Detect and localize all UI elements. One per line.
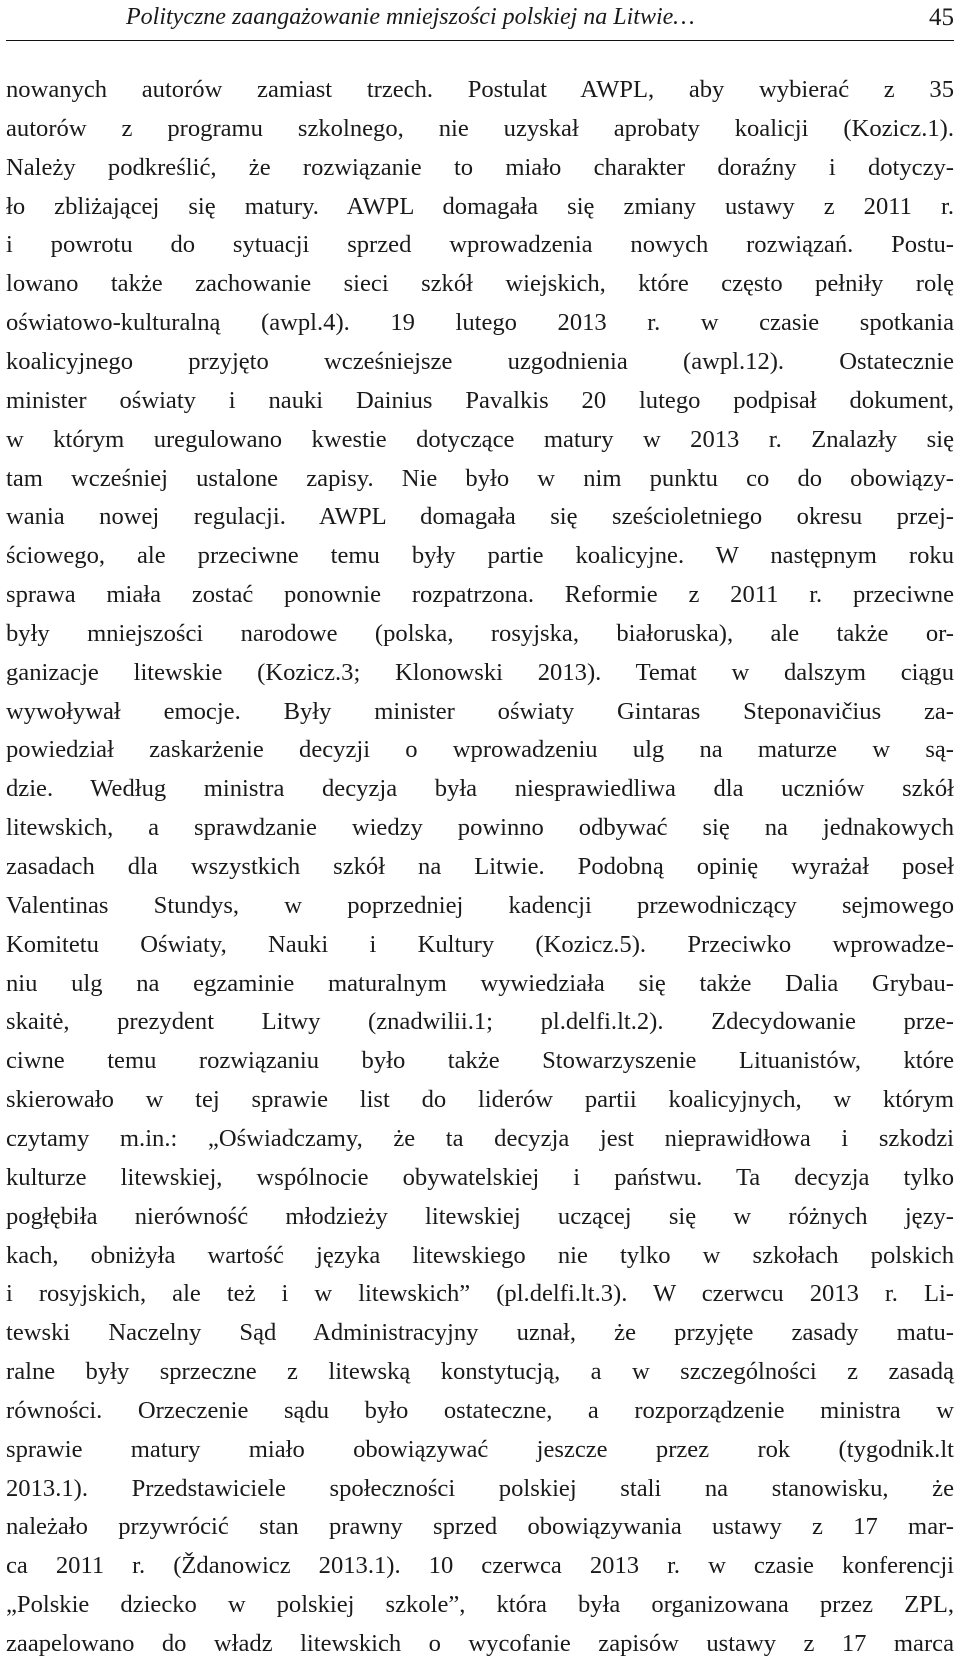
text-line: sprawie matury miało obowiązywać jeszcze przez rok (tygodnik.lt [6,1435,954,1463]
text-line: ganizacje litewskie (Kozicz.3; Klonowski 2013). Temat w dalszym ciągu [6,658,954,686]
text-line: wywoływał emocje. Były minister oświaty Gintaras Steponavičius za- [6,697,954,725]
text-line: czytamy m.in.: „Oświadczamy, że ta decyzja jest nieprawidłowa i szkodzi [6,1124,954,1152]
text-line: i rosyjskich, ale też i w litewskich” (pl.delfi.lt.3). W czerwcu 2013 r. Li- [6,1280,954,1308]
text-line: Valentinas Stundys, w poprzedniej kadencji przewodniczący sejmowego [6,891,954,919]
text-line: równości. Orzeczenie sądu było ostateczne, a rozporządzenie ministra w [6,1396,954,1424]
text-line: ca 2011 r. (Ždanowicz 2013.1). 10 czerwca 2013 r. w czasie konferencji [6,1552,954,1580]
text-line: w którym uregulowano kwestie dotyczące matury w 2013 r. Znalazły się [6,425,954,453]
text-line: litewskich, a sprawdzanie wiedzy powinno odbywać się na jednakowych [6,814,954,842]
text-line: niu ulg na egzaminie maturalnym wywiedziała się także Dalia Grybau- [6,969,954,997]
text-line: kach, obniżyła wartość języka litewskiego nie tylko w szkołach polskich [6,1241,954,1269]
running-title: Polityczne zaangażowanie mniejszości polskiej na Litwie… [126,4,695,30]
text-line: kulturze litewskiej, wspólnocie obywatelskiej i państwu. Ta decyzja tylko [6,1163,954,1191]
text-line: były mniejszości narodowe (polska, rosyjska, białoruska), ale także or- [6,619,954,647]
text-line: zasadach dla wszystkich szkół na Litwie. Podobną opinię wyrażał poseł [6,853,954,880]
text-line: lowano także zachowanie sieci szkół wiejskich, które często pełniły rolę [6,270,954,298]
text-line: skaitė, prezydent Litwy (znadwilii.1; pl.delfi.lt.2). Zdecydowanie prze- [6,1008,954,1036]
text-line: dzie. Według ministra decyzja była niesprawiedliwa dla uczniów szkół [6,775,954,803]
text-line: autorów z programu szkolnego, nie uzyskał aprobaty koalicji (Kozicz.1). [6,114,954,142]
text-line: koalicyjnego przyjęto wcześniejsze uzgodnienia (awpl.12). Ostatecznie [6,347,954,375]
text-line: Należy podkreślić, że rozwiązanie to miało charakter doraźny i dotyczy- [6,153,954,181]
text-line: należało przywrócić stan prawny sprzed obowiązywania ustawy z 17 mar- [6,1513,954,1541]
text-line: powiedział zaskarżenie decyzji o wprowadzeniu ulg na maturze w są- [6,736,954,764]
text-line: ło zbliżającej się matury. AWPL domagała się zmiany ustawy z 2011 r. [6,192,954,220]
text-line: minister oświaty i nauki Dainius Pavalkis 20 lutego podpisał dokument, [6,386,954,414]
text-line: „Polskie dziecko w polskiej szkole”, która była organizowana przez ZPL, [6,1591,954,1619]
text-line: oświatowo-kulturalną (awpl.4). 19 lutego 2013 r. w czasie spotkania [6,309,954,337]
text-line: wania nowej regulacji. AWPL domagała się sześcioletniego okresu przej- [6,503,954,531]
text-line: ściowego, ale przeciwne temu były partie koalicyjne. W następnym roku [6,542,954,570]
running-header [6,0,954,41]
text-line: ciwne temu rozwiązaniu było także Stowarzyszenie Lituanistów, które [6,1047,954,1075]
text-line: pogłębiła nierówność młodzieży litewskiej uczącej się w różnych języ- [6,1202,954,1230]
text-line: nowanych autorów zamiast trzech. Postulat AWPL, aby wybierać z 35 [6,76,954,103]
text-line: skierowało w tej sprawie list do liderów partii koalicyjnych, w którym [6,1086,954,1114]
text-line: ralne były sprzeczne z litewską konstytucją, a w szczególności z zasadą [6,1358,954,1386]
text-line: tam wcześniej ustalone zapisy. Nie było w nim punktu co do obowiązy- [6,464,954,492]
text-line: tewski Naczelny Sąd Administracyjny uznał, że przyjęte zasady matu- [6,1319,954,1347]
text-line: zaapelowano do władz litewskich o wycofanie zapisów ustawy z 17 marca [6,1630,954,1657]
text-line: Komitetu Oświaty, Nauki i Kultury (Kozicz.5). Przeciwko wprowadze- [6,930,954,958]
page-number: 45 [929,4,954,31]
text-line: 2013.1). Przedstawiciele społeczności polskiej stali na stanowisku, że [6,1474,954,1502]
text-line: i powrotu do sytuacji sprzed wprowadzenia nowych rozwiązań. Postu- [6,231,954,259]
text-line: sprawa miała zostać ponownie rozpatrzona. Reformie z 2011 r. przeciwne [6,581,954,609]
